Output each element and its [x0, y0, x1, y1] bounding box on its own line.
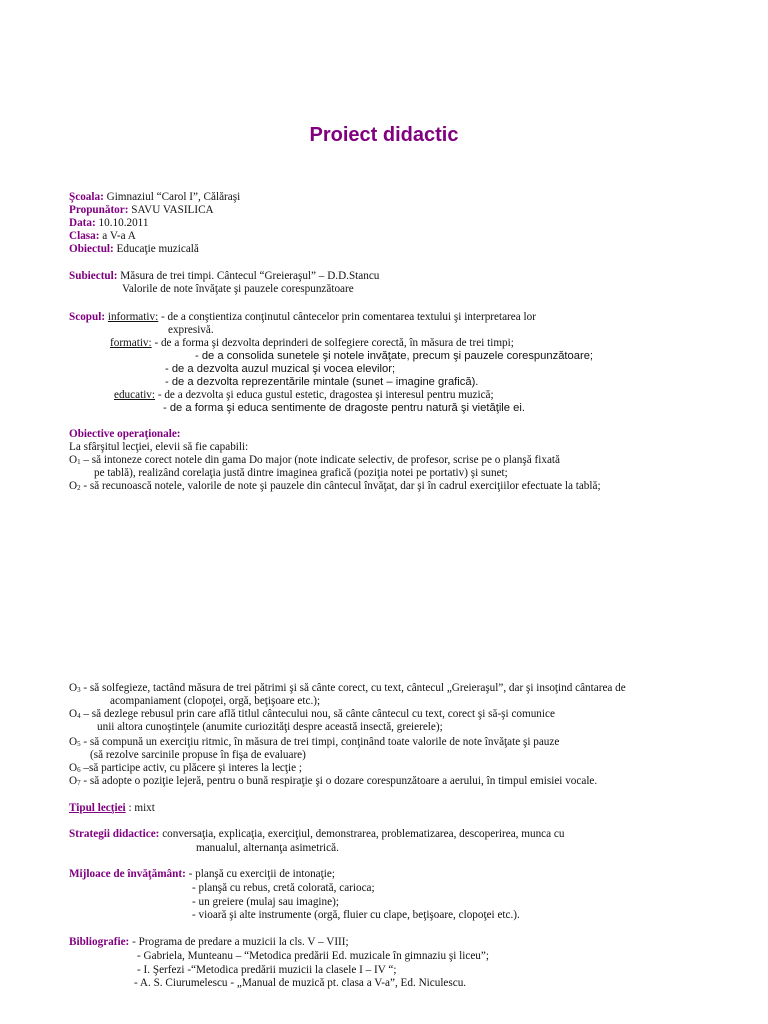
date-label: Data:	[69, 217, 96, 229]
objective-5-marker: O	[69, 736, 78, 748]
lesson-type-line	[69, 802, 155, 815]
formativ-text-4: - de a dezvolta reprezentările mintale (sunet – imagine grafică).	[165, 376, 479, 388]
formativ-label: formativ:	[110, 337, 152, 349]
objective-7-marker: O	[69, 775, 78, 787]
objective-6-index: 6	[77, 766, 81, 774]
objective-3-line-2: acompaniament (clopoţei, orgă, beţişoare etc.);	[110, 695, 321, 707]
topic-label: Subiectul:	[69, 270, 118, 282]
bibliography-line-1	[69, 936, 349, 949]
objective-7-text: - să adopte o poziţie lejeră, pentru o bună respiraţie şi o dozare corespunzătoare a aerului, în timpul emisiei vocale.	[80, 775, 598, 787]
class-value: a V-a A	[99, 230, 136, 242]
objective-3-marker: O	[69, 682, 78, 694]
objective-1-text: – să intoneze corect notele din gama Do major (note indicate selectiv, de profesor, scrise pe o planşă fixată	[80, 454, 560, 466]
bibliography-item-4: - A. S. Ciurumelescu - „Manual de muzică pt. clasa a V-a”, Ed. Niculescu.	[134, 977, 467, 989]
school-label: Şcoala:	[69, 191, 104, 203]
objective-4-marker: O	[69, 708, 78, 720]
formativ-line-1	[110, 337, 514, 350]
resources-line-1	[69, 868, 335, 881]
objective-5-text: - să compună un exerciţiu ritmic, în măsura de trei timpi, conţinând toate valorile de note învăţate şi pauze	[80, 736, 560, 748]
objective-2-index: 2	[77, 484, 81, 492]
lesson-type-label: Tipul lecţiei	[69, 802, 126, 814]
objectives-label: Obiective operaţionale:	[69, 428, 181, 440]
objectives-intro: La sfârşitul lecţiei, elevii să fie capabili:	[69, 441, 249, 453]
topic-line-1	[69, 270, 379, 283]
teacher-label: Propunător:	[69, 204, 129, 216]
objective-6-text: –să participe activ, cu plăcere şi interes la lecţie ;	[80, 762, 302, 774]
resources-item-2: - planşă cu rebus, cretă colorată, carioca;	[192, 882, 375, 894]
bibliography-label: Bibliografie:	[69, 936, 130, 948]
informativ-label: informativ:	[107, 311, 159, 323]
objective-5-index: 5	[77, 740, 81, 748]
bibliography-item-2: - Gabriela, Munteanu – “Metodica predării Ed. muzicale în gimnaziu şi liceu”;	[137, 950, 489, 962]
subject-line	[69, 243, 199, 256]
objective-4-line-2: unii altora cunoştinţele (anumite curiozităţi despre această insectă, greierele);	[97, 721, 443, 733]
informativ-text-1: - de a conştientiza conţinutul cântecelor prin comentarea textului şi interpretarea lor	[158, 311, 536, 323]
resources-label: Mijloace de învăţământ:	[69, 868, 186, 880]
formativ-text-3: - de a dezvolta auzul muzical şi vocea elevilor;	[165, 363, 396, 375]
objective-1-marker: O	[69, 454, 78, 466]
bibliography-item-3: - I. Şerfezi -“Metodica predării muzicii la clasele I – IV “;	[137, 964, 397, 976]
bibliography-item-1: - Programa de predare a muzicii la cls. V – VIII;	[129, 936, 349, 948]
resources-item-1: - planşă cu exerciţii de intonaţie;	[185, 868, 335, 880]
topic-line-2: Valorile de note învăţate şi pauzele corespunzătoare	[122, 283, 354, 295]
formativ-text-2: - de a consolida sunetele şi notele invăţate, precum şi pauzele corespunzătoare;	[195, 350, 594, 362]
scope-label: Scopul:	[69, 311, 106, 323]
objective-6-marker: O	[69, 762, 78, 774]
objective-1-index: 1	[77, 458, 81, 466]
strategies-text-2: manualul, alternanţa asimetrică.	[196, 842, 339, 854]
educativ-line-1	[114, 389, 494, 402]
objective-1-line-2: pe tablă), realizând corelaţia justă dintre imaginea grafică (poziţia notei pe portativ) şi sunet;	[94, 467, 508, 479]
educativ-label: educativ:	[114, 389, 156, 401]
strategies-text-1: conversaţia, explicaţia, exerciţiul, demonstrarea, problematizarea, descoperirea, munca cu	[159, 828, 565, 840]
date-value: 10.10.2011	[95, 217, 149, 229]
objective-3-index: 3	[77, 686, 81, 694]
teacher-line	[69, 204, 214, 217]
date-line	[69, 217, 148, 230]
educativ-text-1: - de a dezvolta şi educa gustul estetic, dragostea şi interesul pentru muzică;	[155, 389, 494, 401]
formativ-text-1: - de a forma şi dezvolta deprinderi de solfegiere corectă, în măsura de trei timpi;	[151, 337, 514, 349]
objective-2-line-1	[69, 480, 601, 495]
scope-informativ-line-1	[69, 311, 536, 324]
objective-4-index: 4	[77, 712, 81, 720]
class-line	[69, 230, 136, 243]
school-line	[69, 191, 240, 204]
objective-2-marker: O	[69, 480, 78, 492]
resources-item-4: - vioară şi alte instrumente (orgă, fluier cu clape, beţişoare, clopoţei etc.).	[192, 909, 520, 921]
lesson-type-value: : mixt	[125, 802, 155, 814]
strategies-label: Strategii didactice:	[69, 828, 160, 840]
page-title: Proiect didactic	[309, 124, 459, 146]
topic-value: Măsura de trei timpi. Cântecul “Greieraşul” – D.D.Stancu	[117, 270, 380, 282]
resources-item-3: - un greiere (mulaj sau imagine);	[192, 896, 339, 908]
school-value: Gimnaziul “Carol I”, Călăraşi	[103, 191, 241, 203]
objective-4-text: – să dezlege rebusul prin care află titlul cântecului nou, să cânte cântecul cu text, corect şi să-şi comunice	[80, 708, 555, 720]
objective-3-text: - să solfegieze, tactând măsura de trei pătrimi şi să cânte corect, cu text, cântecul „Greieraşul”, dar şi insoţind cântarea de	[80, 682, 626, 694]
objective-5-line-2: (să rezolve sarcinile propuse în fişa de evaluare)	[90, 749, 306, 761]
informativ-text-2: expresivă.	[168, 324, 214, 336]
teacher-value: SAVU VASILICA	[128, 204, 214, 216]
educativ-text-2: - de a forma şi educa sentimente de dragoste pentru natură şi vietăţile ei.	[163, 402, 525, 414]
objective-7-index: 7	[77, 779, 81, 787]
class-label: Clasa:	[69, 230, 100, 242]
strategies-line-1	[69, 828, 564, 841]
objective-2-text: - să recunoască notele, valorile de note şi pauzele din cântecul învăţat, dar şi în cadrul exerciţiilor efectuate la tablă;	[80, 480, 601, 492]
subject-value: Educaţie muzicală	[113, 243, 199, 255]
objective-7-line-1	[69, 775, 597, 790]
subject-label: Obiectul:	[69, 243, 114, 255]
